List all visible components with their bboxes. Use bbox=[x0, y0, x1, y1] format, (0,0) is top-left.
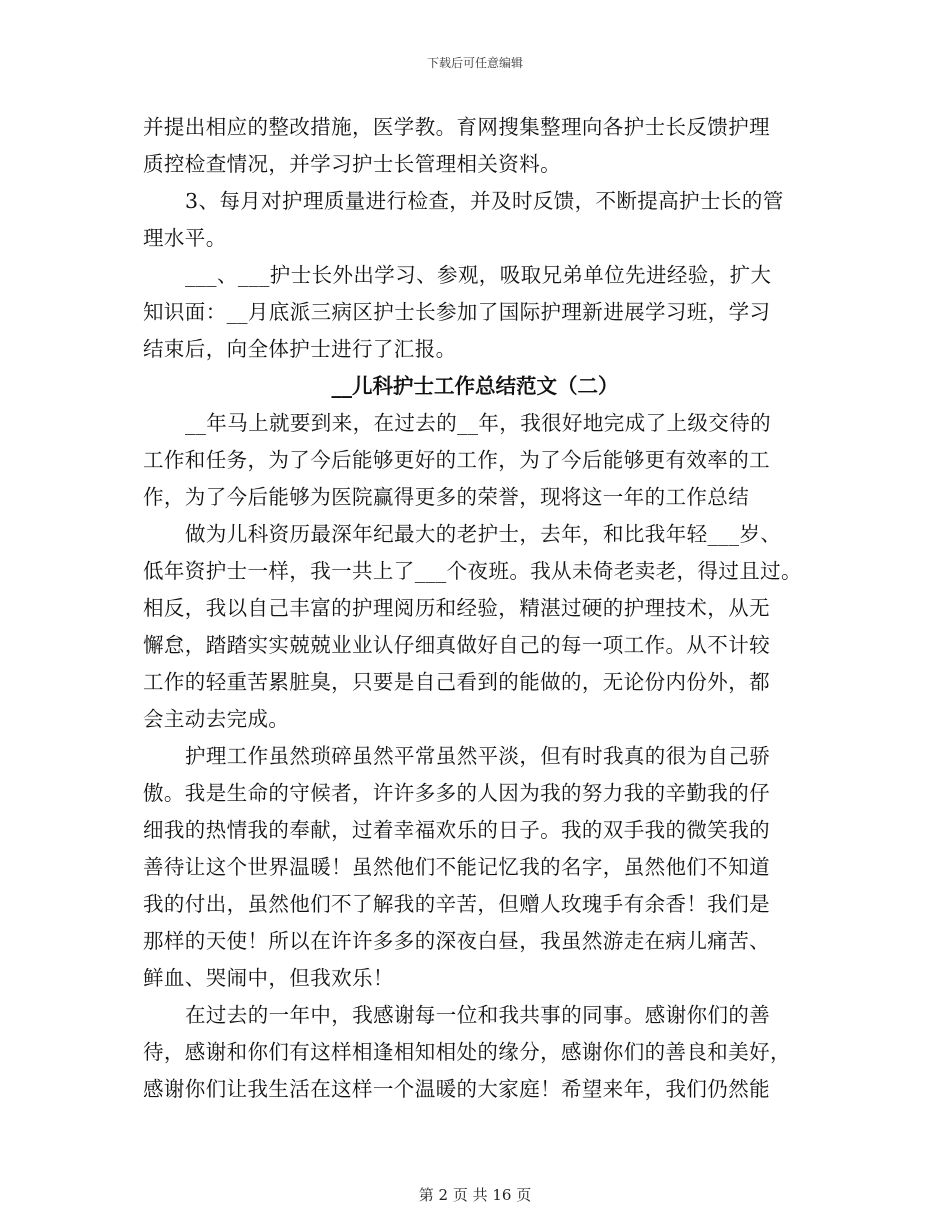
body-line: 理水平。 bbox=[143, 226, 227, 250]
body-line: 待，感谢和你们有这样相逢相知相处的缘分，感谢你们的善良和美好， bbox=[143, 1040, 791, 1064]
body-line: 傲。我是生命的守候者，许许多多的人因为我的努力我的辛勤我的仔 bbox=[143, 781, 770, 805]
body-line: 那样的天使！所以在许许多多的深夜白昼，我虽然游走在病儿痛苦、 bbox=[143, 929, 770, 953]
body-line: 感谢你们让我生活在这样一个温暖的大家庭！希望来年，我们仍然能 bbox=[143, 1077, 770, 1101]
body-line: 细我的热情我的奉献，过着幸福欢乐的日子。我的双手我的微笑我的 bbox=[143, 818, 770, 842]
section-title: __儿科护士工作总结范文（二） bbox=[331, 374, 619, 398]
body-line: 鲜血、哭闹中，但我欢乐！ bbox=[143, 966, 394, 990]
body-line: 做为儿科资历最深年纪最大的老护士，去年，和比我年轻___岁、 bbox=[185, 522, 782, 546]
body-line: 会主动去完成。 bbox=[143, 707, 290, 731]
body-line: 工作的轻重苦累脏臭，只要是自己看到的能做的，无论份内份外，都 bbox=[143, 670, 770, 694]
body-line: 工作和任务，为了今后能够更好的工作，为了今后能够更有效率的工 bbox=[143, 448, 770, 472]
page-header-note: 下载后可任意编辑 bbox=[426, 56, 523, 70]
body-line: 知识面：__月底派三病区护士长参加了国际护理新进展学习班，学习 bbox=[143, 300, 771, 324]
body-line: 相反，我以自己丰富的护理阅历和经验，精湛过硬的护理技术，从无 bbox=[143, 596, 770, 620]
body-line: 在过去的一年中，我感谢每一位和我共事的同事。感谢你们的善 bbox=[185, 1003, 771, 1027]
body-line: 我的付出，虽然他们不了解我的辛苦，但赠人玫瑰手有余香！我们是 bbox=[143, 892, 770, 916]
body-line: 3、每月对护理质量进行检查，并及时反馈，不断提高护士长的管 bbox=[185, 189, 784, 213]
body-line: __年马上就要到来，在过去的__年，我很好地完成了上级交待的 bbox=[185, 411, 771, 435]
body-line: 结束后，向全体护士进行了汇报。 bbox=[143, 337, 457, 361]
body-line: 作，为了今后能够为医院赢得更多的荣誉，现将这一年的工作总结 bbox=[143, 485, 750, 509]
body-line: 护理工作虽然琐碎虽然平常虽然平淡，但有时我真的很为自己骄 bbox=[185, 744, 771, 768]
body-line: ___、___护士长外出学习、参观，吸取兄弟单位先进经验，扩大 bbox=[185, 263, 772, 287]
page-number-footer: 第 2 页 共 16 页 bbox=[418, 1186, 532, 1204]
body-line: 善待让这个世界温暖！虽然他们不能记忆我的名字，虽然他们不知道 bbox=[143, 855, 770, 879]
body-line: 并提出相应的整改措施，医学教。育网搜集整理向各护士长反馈护理 bbox=[143, 115, 770, 139]
body-line: 质控检查情况，并学习护士长管理相关资料。 bbox=[143, 152, 561, 176]
body-line: 懈怠，踏踏实实兢兢业业认仔细真做好自己的每一项工作。从不计较 bbox=[143, 633, 770, 657]
body-line: 低年资护士一样，我一共上了___个夜班。我从未倚老卖老，得过且过。 bbox=[143, 559, 802, 583]
